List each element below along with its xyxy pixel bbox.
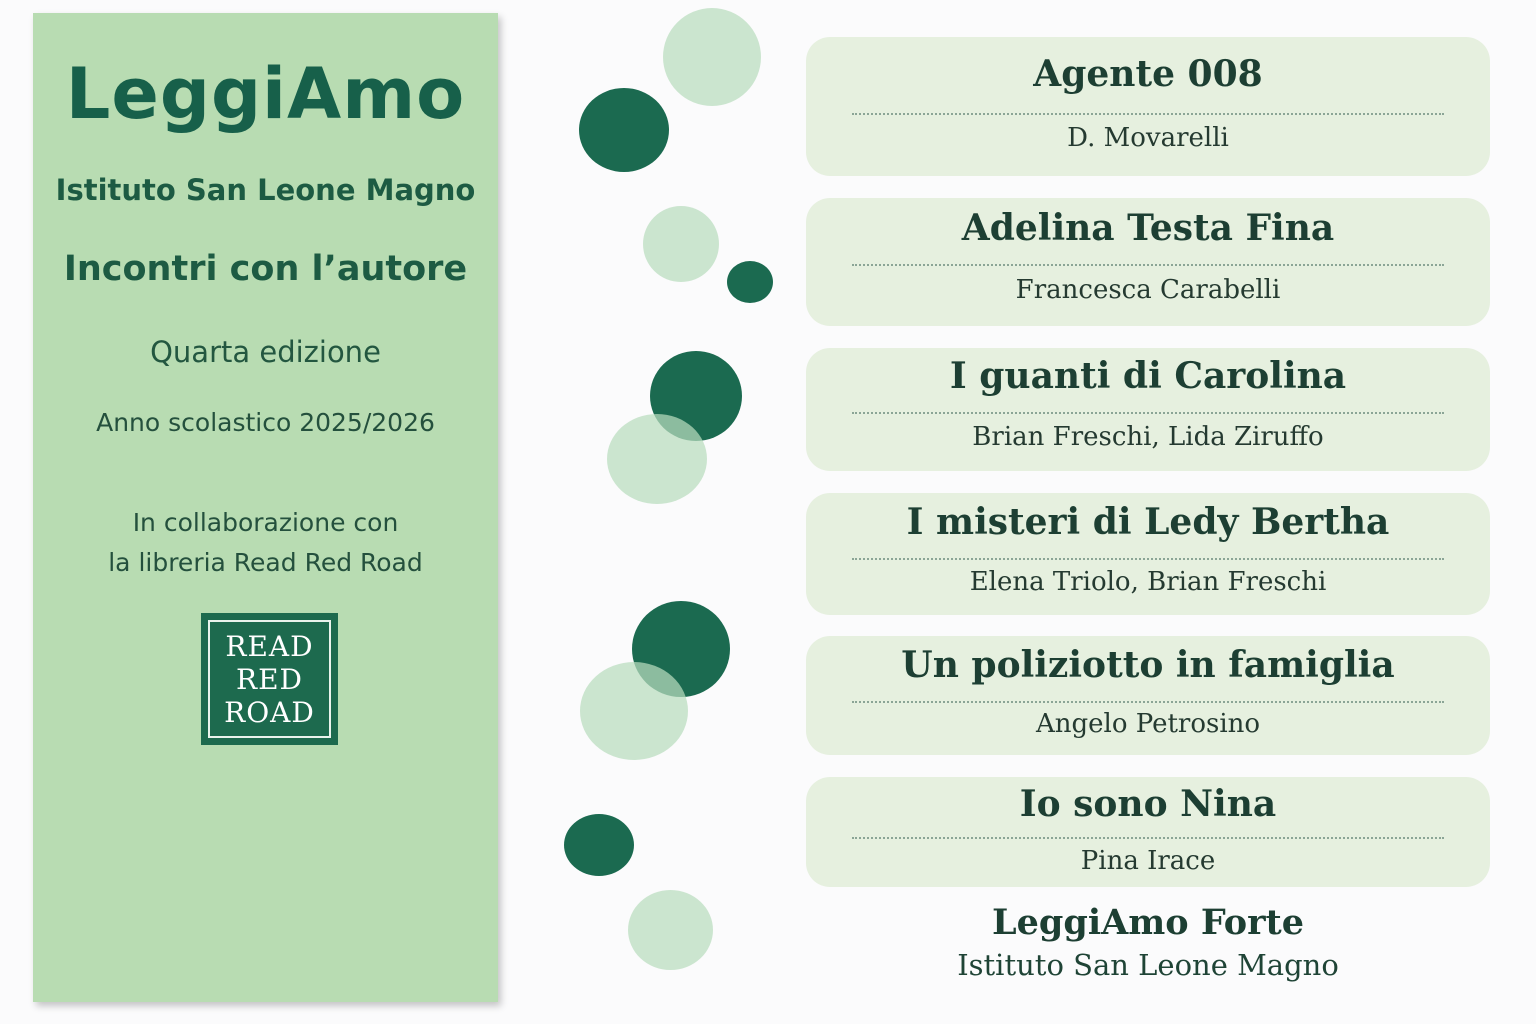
decor-dot (580, 662, 688, 760)
decor-dot (727, 261, 773, 303)
read-red-road-logo (201, 613, 338, 745)
footer-title: LeggiAmo Forte (992, 902, 1304, 943)
book-author: Angelo Petrosino (1035, 709, 1261, 739)
school-year: Anno scolastico 2025/2026 (96, 408, 435, 437)
book-title: Adelina Testa Fina (961, 207, 1335, 249)
logo-word-3: ROAD (224, 695, 315, 729)
book-title: Io sono Nina (1019, 783, 1277, 825)
decor-dot (564, 814, 634, 876)
brand-title: LeggiAmo (65, 53, 466, 135)
dotted-divider (852, 701, 1444, 703)
decor-dot (643, 206, 719, 282)
book-card (806, 37, 1490, 176)
book-card (806, 493, 1490, 615)
book-author: Francesca Carabelli (1015, 275, 1281, 305)
decor-dot (607, 414, 707, 504)
book-card (806, 198, 1490, 326)
dotted-divider (852, 837, 1444, 839)
book-author: Brian Freschi, Lida Ziruffo (972, 422, 1324, 452)
decor-dot (663, 8, 761, 106)
book-card (806, 636, 1490, 755)
collaboration-text (33, 503, 498, 583)
book-author: Elena Triolo, Brian Freschi (969, 567, 1327, 597)
dotted-divider (852, 113, 1444, 115)
book-title: Agente 008 (1033, 53, 1263, 95)
decor-dot (628, 890, 713, 970)
collaboration-line-1: In collaborazione con (132, 508, 399, 537)
edition-label: Quarta edizione (150, 335, 381, 369)
book-title: Un poliziotto in famiglia (901, 644, 1395, 686)
dotted-divider (852, 412, 1444, 414)
book-author: Pina Irace (1080, 846, 1216, 876)
collaboration-line-2: la libreria Read Red Road (108, 548, 423, 577)
logo-word-1: READ (225, 629, 314, 663)
book-card (806, 348, 1490, 471)
event-subtitle: Incontri con l’autore (63, 249, 468, 289)
school-name: Istituto San Leone Magno (55, 173, 476, 207)
decor-dot (579, 88, 669, 172)
dotted-divider (852, 264, 1444, 266)
dotted-divider (852, 558, 1444, 560)
book-title: I guanti di Carolina (949, 355, 1347, 397)
book-author: D. Movarelli (1067, 123, 1229, 153)
book-card (806, 777, 1490, 887)
footer-school: Istituto San Leone Magno (957, 948, 1339, 982)
logo-frame (208, 620, 331, 738)
left-panel (33, 13, 498, 1002)
book-title: I misteri di Ledy Bertha (906, 501, 1390, 543)
logo-word-2: RED (236, 662, 303, 696)
